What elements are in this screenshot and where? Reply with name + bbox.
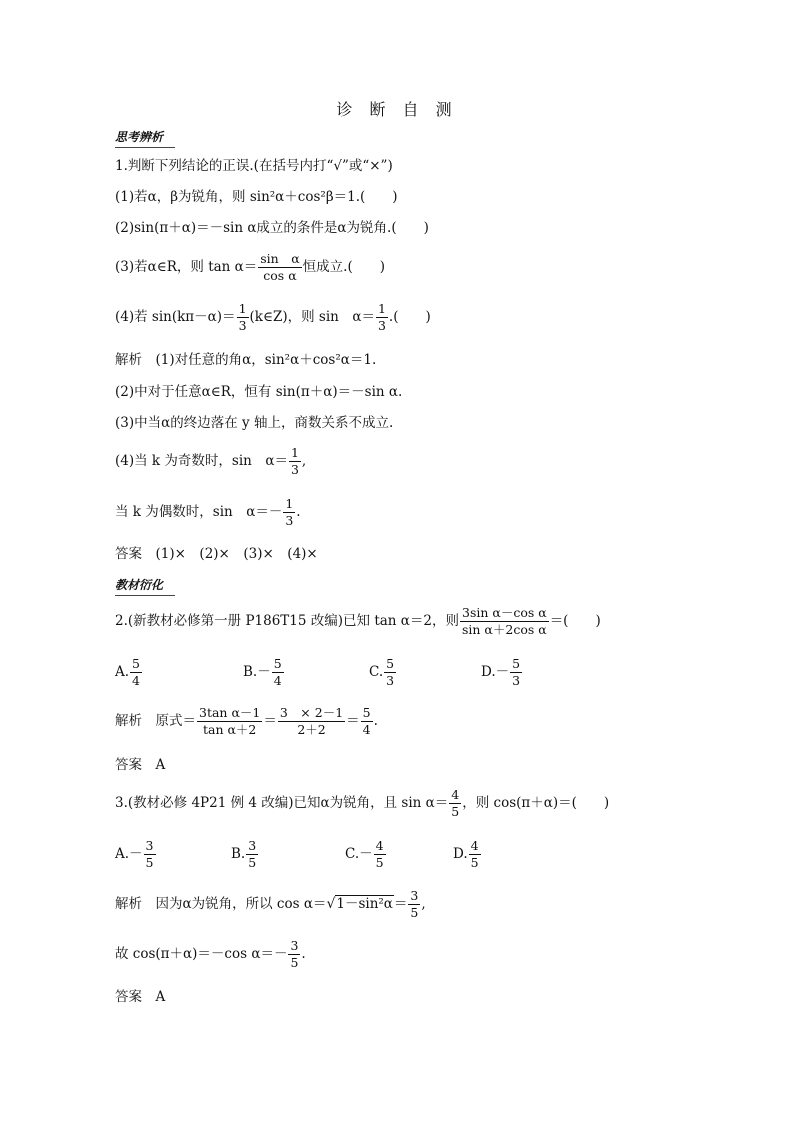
q2-option-b[interactable]: B.－ $\frac{5}{4}$ <box>243 656 282 688</box>
q3-stem: 3.(教材必修 4P21 例 4 改编)已知α为锐角，且 sin α＝ $\frac{4}{5}$ ，则 cos(π＋α)＝( ) <box>115 787 610 819</box>
q3-option-c[interactable]: C.－ $\frac{4}{5}$ <box>345 838 384 870</box>
page-title: 诊 断 自 测 <box>336 100 458 119</box>
fraction: $\frac{4}{5}$ <box>451 787 460 819</box>
q2-option-a[interactable]: A. $\frac{5}{4}$ <box>115 656 140 688</box>
q3-answer: 答案 A <box>115 989 166 1005</box>
a1-line-1: 解析 (1)对任意的角α，sin²α＋cos²α＝1. <box>115 352 377 368</box>
fraction: $\frac{1}{3}$ <box>377 301 386 333</box>
a1-line-4: (4)当 k 为奇数时，sin α＝ $\frac{1}{3}$ , <box>115 445 307 477</box>
radical-sign: √ <box>326 896 336 912</box>
a1-line-3: (3)中当α的终边落在 y 轴上，商数关系不成立. <box>115 415 394 431</box>
q2-option-c[interactable]: C. $\frac{5}{3}$ <box>369 656 395 688</box>
section-label-thinking: 思考辨析 <box>115 128 167 145</box>
q1-statement-2: (2)sin(π＋α)＝－sin α成立的条件是α为锐角.( ) <box>115 220 429 236</box>
q3-solution-line-2: 故 cos(π＋α)＝－cos α＝－ $\frac{3}{5}$ . <box>115 938 306 970</box>
fraction: $\frac{3 \times 2-1}{2+2}$ <box>279 705 344 737</box>
q1-stem: 1.判断下列结论的正误.(在括号内打“√”或“×”) <box>115 158 393 174</box>
q3-solution-line-1: 解析 因为α为锐角，所以 cos α＝√1－sin²α＝ $\frac{3}{5}$ , <box>115 888 426 920</box>
q2-stem: 2.(新教材必修第一册 P186T15 改编)已知 tan α＝2，则 $\frac{\text{3sin α－cos α}}{\text{sin α＋2cos α}}$ ＝( ) <box>115 605 601 637</box>
q2-answer: 答案 A <box>115 757 166 773</box>
a1-line-2: (2)中对于任意α∈R，恒有 sin(π＋α)＝－sin α. <box>115 384 403 400</box>
fraction: $\frac{\text{3tan α－1}}{\text{tan α＋2}}$ <box>199 705 261 737</box>
section-label-textbook: 教材衍化 <box>115 576 167 593</box>
q1-statement-1: (1)若α，β为锐角，则 sin²α＋cos²β＝1.( ) <box>115 189 398 205</box>
a1-answer: 答案 (1)× (2)× (3)× (4)× <box>115 546 318 562</box>
q3-option-b[interactable]: B. $\frac{3}{5}$ <box>231 838 257 870</box>
fraction: $\frac{3}{5}$ <box>290 938 299 970</box>
fraction: $\frac{\text{sin α}}{\text{cos α}}$ <box>260 251 300 283</box>
q2-solution: 解析 原式＝ $\frac{\text{3tan α－1}}{\text{tan α＋2}}$ ＝ $\frac{3 \times 2-1}{2+2}$ ＝ $\frac{5}{4}$ . <box>115 705 378 737</box>
q3-option-d[interactable]: D. $\frac{4}{5}$ <box>453 838 479 870</box>
q3-option-a[interactable]: A.－ $\frac{3}{5}$ <box>115 838 154 870</box>
fraction: $\frac{3}{5}$ <box>410 888 419 920</box>
fraction: $\frac{\text{3sin α－cos α}}{\text{sin α＋2cos α}}$ <box>462 605 547 637</box>
fraction: $\frac{5}{4}$ <box>362 705 371 737</box>
fraction: $\frac{1}{3}$ <box>290 445 299 477</box>
q1-statement-4: (4)若 sin(kπ－α)＝ $\frac{1}{3}$ (k∈Z)，则 sin α＝ $\frac{1}{3}$ .( ) <box>115 301 431 333</box>
fraction: $\frac{1}{3}$ <box>238 301 247 333</box>
a1-line-5: 当 k 为偶数时，sin α＝－ $\frac{1}{3}$ . <box>115 496 301 528</box>
q1-statement-3: (3)若α∈R，则 tan α＝ $\frac{\text{sin α}}{\text{cos α}}$ 恒成立.( ) <box>115 251 385 283</box>
fraction: $\frac{1}{3}$ <box>285 496 294 528</box>
q2-option-d[interactable]: D.－ $\frac{5}{3}$ <box>481 656 521 688</box>
